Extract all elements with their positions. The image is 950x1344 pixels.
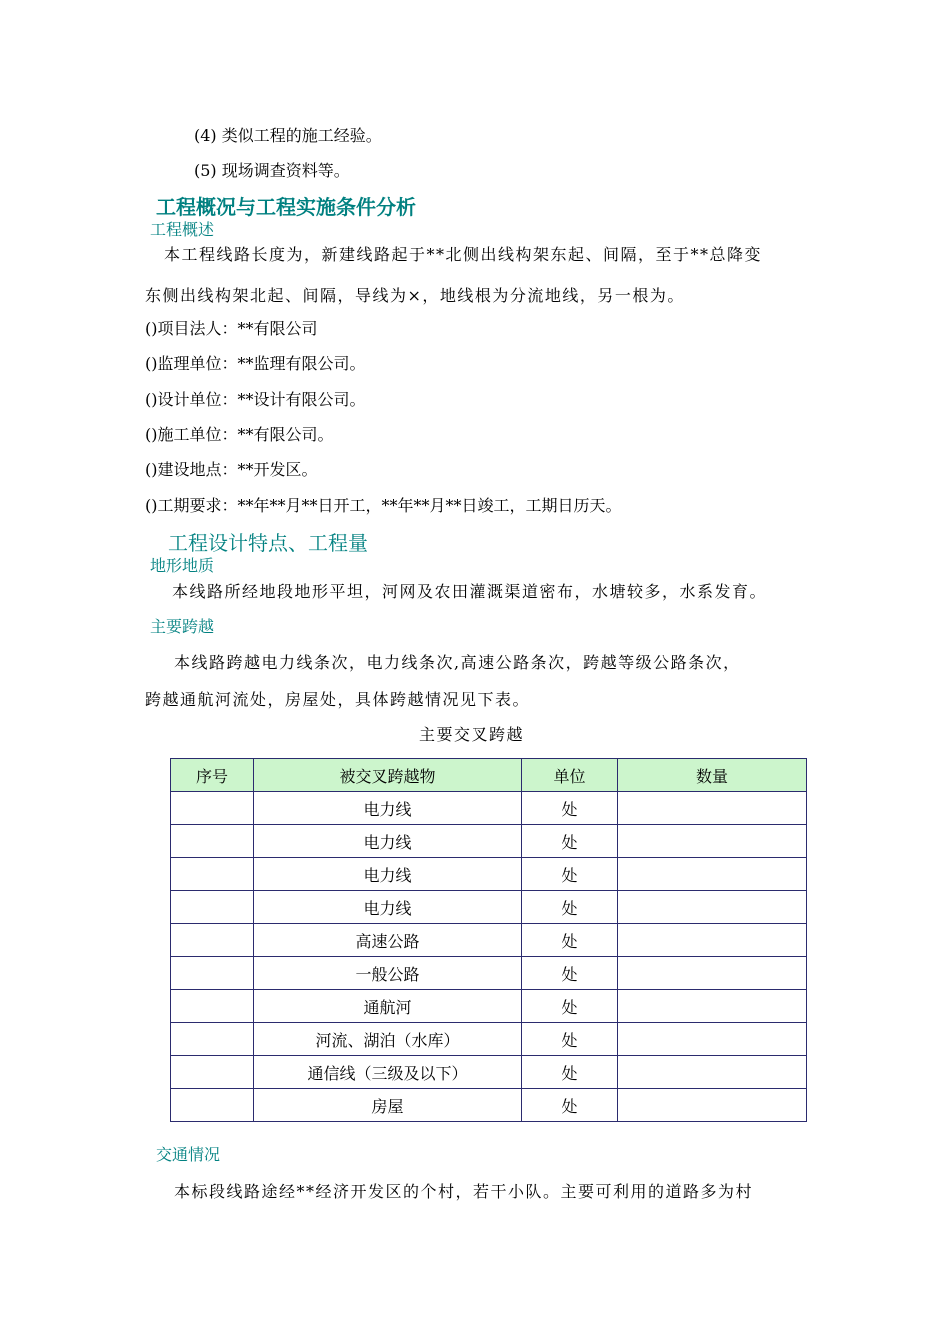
cell-index: [171, 1056, 254, 1089]
col-header-object: 被交叉跨越物: [254, 759, 522, 792]
design-heading: 工程设计特点、工程量: [168, 531, 368, 555]
cell-index: [171, 1023, 254, 1056]
cell-unit: 处: [522, 1089, 618, 1122]
cell-quantity: [618, 891, 807, 924]
fact-supervisor: ()监理单位：**监理有限公司。: [145, 354, 366, 373]
cell-unit: 处: [522, 957, 618, 990]
table-row: [171, 957, 807, 990]
cell-index: [171, 792, 254, 825]
cell-index: [171, 825, 254, 858]
cell-index: [171, 957, 254, 990]
cell-quantity: [618, 1056, 807, 1089]
table-caption: 主要交叉跨越: [419, 725, 525, 744]
table-header-row: [171, 759, 807, 792]
cell-object: 河流、湖泊（水库）: [254, 1023, 522, 1056]
crossing-line2: 跨越通航河流处，房屋处，具体跨越情况见下表。: [145, 690, 531, 709]
list-item-4: (4) 类似工程的施工经验。: [194, 126, 382, 145]
terrain-text: 本线路所经地段地形平坦，河网及农田灌溉渠道密布，水塘较多，水系发育。: [172, 582, 768, 601]
cell-unit: 处: [522, 792, 618, 825]
cell-unit: 处: [522, 1056, 618, 1089]
col-header-unit: 单位: [522, 759, 618, 792]
cell-object: 电力线: [254, 825, 522, 858]
traffic-heading: 交通情况: [156, 1145, 221, 1164]
crossing-line1: 本线路跨越电力线条次，电力线条次,高速公路条次，跨越等级公路条次，: [174, 653, 741, 672]
cell-object: 通信线（三级及以下）: [254, 1056, 522, 1089]
crossing-heading: 主要跨越: [150, 617, 215, 636]
table-row: [171, 1023, 807, 1056]
cell-index: [171, 924, 254, 957]
crossing-table: [170, 758, 807, 1122]
cell-unit: 处: [522, 990, 618, 1023]
cell-object: 电力线: [254, 792, 522, 825]
section-title: 工程概况与工程实施条件分析: [156, 195, 416, 219]
cell-quantity: [618, 1023, 807, 1056]
cell-quantity: [618, 990, 807, 1023]
col-header-index: 序号: [171, 759, 254, 792]
cell-unit: 处: [522, 1023, 618, 1056]
list-item-5: (5) 现场调查资料等。: [194, 161, 350, 180]
cell-quantity: [618, 825, 807, 858]
cell-index: [171, 1089, 254, 1122]
cell-quantity: [618, 957, 807, 990]
cell-quantity: [618, 924, 807, 957]
cell-quantity: [618, 858, 807, 891]
cell-unit: 处: [522, 825, 618, 858]
cell-index: [171, 858, 254, 891]
cell-unit: 处: [522, 891, 618, 924]
cell-object: 电力线: [254, 891, 522, 924]
fact-schedule: ()工期要求：**年**月**日开工，**年**月**日竣工，工期日历天。: [145, 496, 622, 515]
fact-location: ()建设地点：**开发区。: [145, 460, 318, 479]
cell-unit: 处: [522, 858, 618, 891]
cell-object: 电力线: [254, 858, 522, 891]
table-row: [171, 825, 807, 858]
table-row: [171, 924, 807, 957]
fact-contractor: ()施工单位：**有限公司。: [145, 425, 334, 444]
cell-unit: 处: [522, 924, 618, 957]
overview-heading: 工程概述: [150, 220, 215, 239]
fact-designer: ()设计单位：**设计有限公司。: [145, 390, 366, 409]
table-row: [171, 792, 807, 825]
overview-paragraph-line1: 本工程线路长度为，新建线路起于**北侧出线构架东起、间隔，至于**总降变: [164, 245, 763, 264]
cell-quantity: [618, 792, 807, 825]
cell-object: 高速公路: [254, 924, 522, 957]
table-row: [171, 1089, 807, 1122]
terrain-heading: 地形地质: [150, 556, 215, 575]
cell-index: [171, 990, 254, 1023]
table-row: [171, 858, 807, 891]
cell-quantity: [618, 1089, 807, 1122]
col-header-quantity: 数量: [618, 759, 807, 792]
fact-project-owner: ()项目法人：**有限公司: [145, 319, 318, 338]
traffic-text: 本标段线路途经**经济开发区的个村，若干小队。主要可利用的道路多为村: [174, 1182, 754, 1201]
table-row: [171, 891, 807, 924]
overview-paragraph-line2: 东侧出线构架北起、间隔，导线为×，地线根为分流地线，另一根为。: [145, 286, 685, 305]
cell-object: 房屋: [254, 1089, 522, 1122]
cell-index: [171, 891, 254, 924]
cell-object: 通航河: [254, 990, 522, 1023]
cell-object: 一般公路: [254, 957, 522, 990]
table-row: [171, 990, 807, 1023]
table-row: [171, 1056, 807, 1089]
